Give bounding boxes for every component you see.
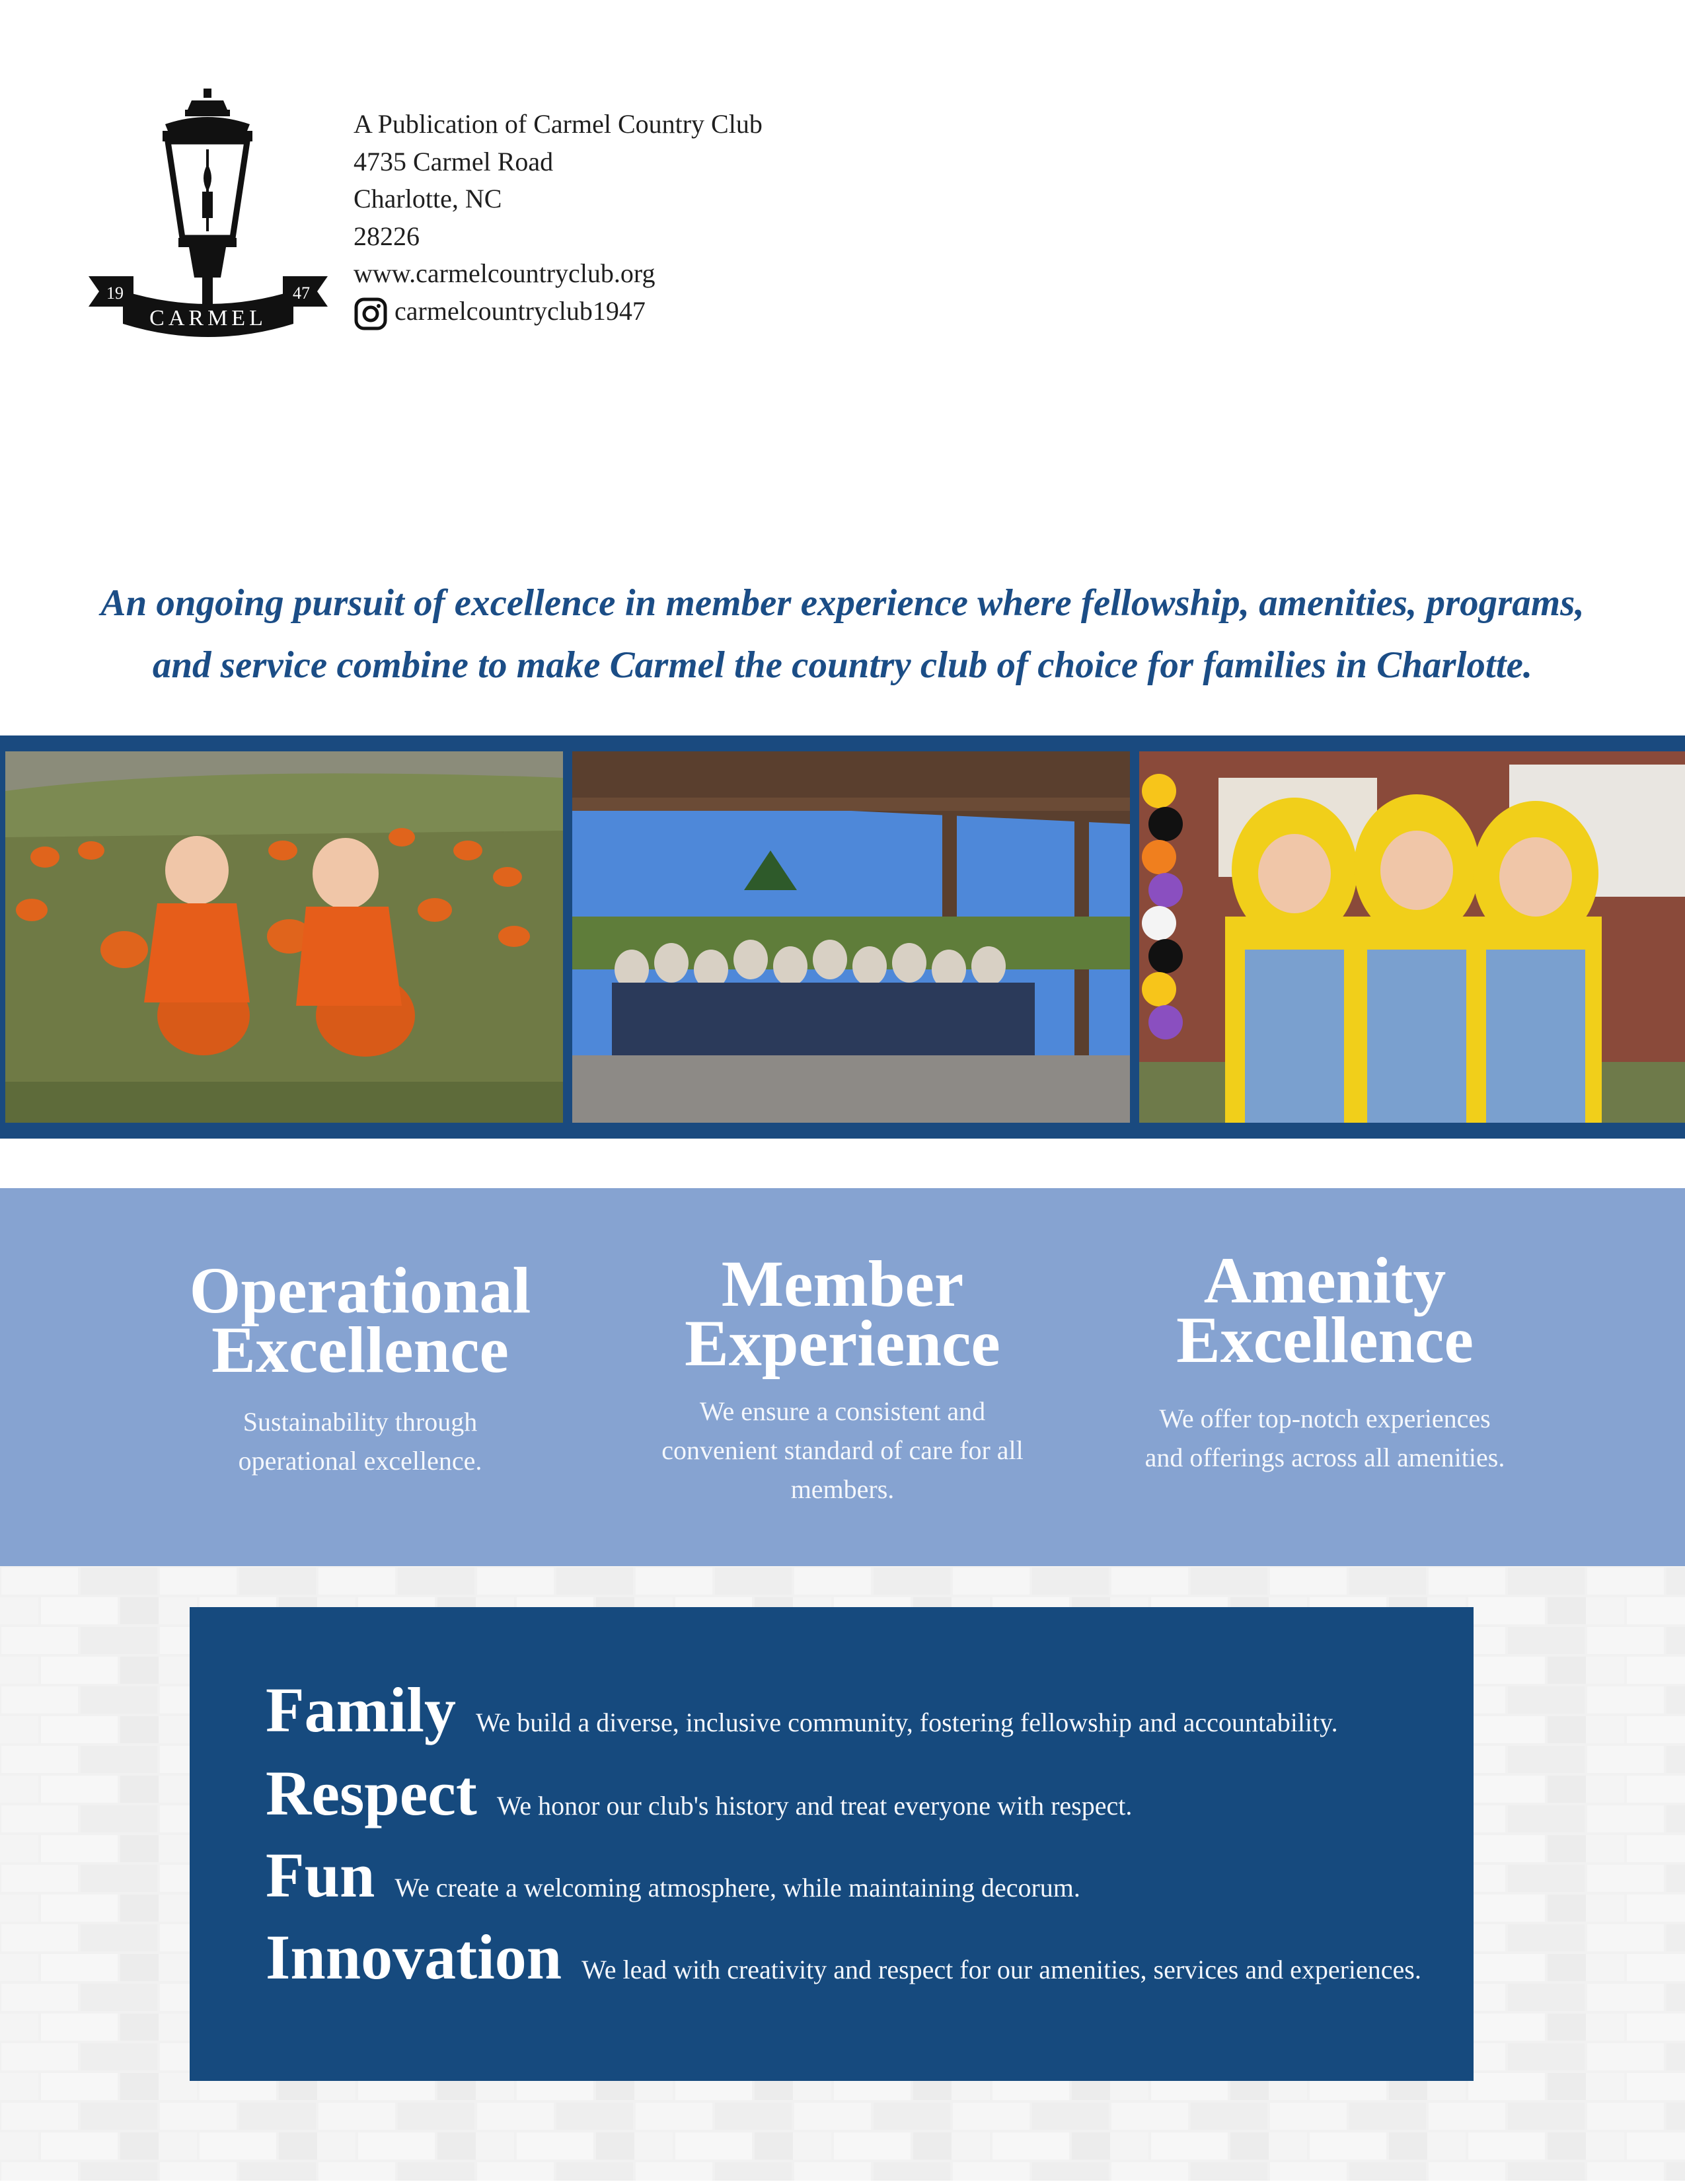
zip-code: 28226 xyxy=(354,221,420,251)
pillar-title-line: Excellence xyxy=(211,1313,509,1386)
mission-line-2: and service combine to make Carmel the country club of choice for families in Charlotte. xyxy=(152,644,1533,686)
core-values-box xyxy=(190,1607,1474,2081)
pillar-desc-line: We ensure a consistent and xyxy=(699,1396,986,1426)
value-description: We build a diverse, inclusive community, fostering fellowship and accountability. xyxy=(475,1708,1338,1737)
pillar-description xyxy=(631,1392,1054,1509)
instagram-icon xyxy=(354,297,388,331)
logo-year-left: 19 xyxy=(106,283,124,303)
pillar-desc-line: members. xyxy=(790,1474,895,1504)
pillar-desc-line: and offerings across all amenities. xyxy=(1144,1443,1505,1472)
pillar-title xyxy=(162,1254,558,1386)
value-description: We create a welcoming atmosphere, while maintaining decorum. xyxy=(394,1873,1080,1902)
pillar-desc-line: Sustainability through xyxy=(243,1407,478,1437)
pillar-title-line: Amenity xyxy=(1203,1244,1446,1317)
pillar-title-line: Excellence xyxy=(1176,1303,1474,1376)
instagram-link[interactable] xyxy=(354,293,763,331)
publication-line: A Publication of Carmel Country Club xyxy=(354,109,763,139)
pillar-description xyxy=(162,1402,558,1480)
mission-line-1: An ongoing pursuit of excellence in member experience where fellowship, amenities, programs, xyxy=(100,582,1585,624)
pillar-operational-excellence xyxy=(162,1254,558,1480)
street-address: 4735 Carmel Road xyxy=(354,146,554,176)
value-name: Respect xyxy=(266,1758,477,1828)
value-respect xyxy=(266,1756,1132,1830)
pillar-desc-line: operational excellence. xyxy=(238,1446,482,1476)
value-innovation xyxy=(266,1920,1421,1994)
value-name: Family xyxy=(266,1675,456,1745)
photo-band xyxy=(0,735,1685,1139)
logo-banner-text: CARMEL xyxy=(149,306,267,330)
value-family xyxy=(266,1673,1338,1747)
value-description: We honor our club's history and treat everyone with respect. xyxy=(496,1791,1133,1821)
pillar-member-experience xyxy=(631,1247,1054,1509)
website-link[interactable]: www.carmelcountryclub.org xyxy=(354,258,655,288)
carmel-logo xyxy=(86,86,330,344)
pillars-band xyxy=(0,1188,1685,1566)
mission-statement xyxy=(40,572,1645,697)
value-fun xyxy=(266,1838,1080,1912)
pillar-description xyxy=(1110,1399,1540,1477)
value-name: Innovation xyxy=(266,1922,562,1992)
pillar-title-line: Member xyxy=(721,1247,964,1320)
pillar-desc-line: convenient standard of care for all xyxy=(661,1435,1024,1465)
pillar-title-line: Operational xyxy=(189,1254,531,1327)
pillar-desc-line: We offer top-notch experiences xyxy=(1159,1404,1491,1433)
pillar-title-line: Experience xyxy=(685,1306,1000,1380)
pillar-title xyxy=(631,1247,1054,1380)
pillar-amenity-excellence xyxy=(1110,1244,1540,1477)
logo-year-right: 47 xyxy=(293,283,310,303)
group-under-pavilion-photo xyxy=(572,751,1130,1123)
city-state: Charlotte, NC xyxy=(354,184,502,213)
babies-in-pumpkin-costumes-photo xyxy=(5,751,563,1123)
instagram-handle: carmelcountryclub1947 xyxy=(394,296,646,326)
value-description: We lead with creativity and respect for our amenities, services and experiences. xyxy=(581,1955,1421,1984)
kids-in-minion-costumes-photo xyxy=(1139,751,1685,1123)
pillar-title xyxy=(1110,1244,1540,1376)
publication-address xyxy=(354,106,763,331)
value-name: Fun xyxy=(266,1840,375,1910)
